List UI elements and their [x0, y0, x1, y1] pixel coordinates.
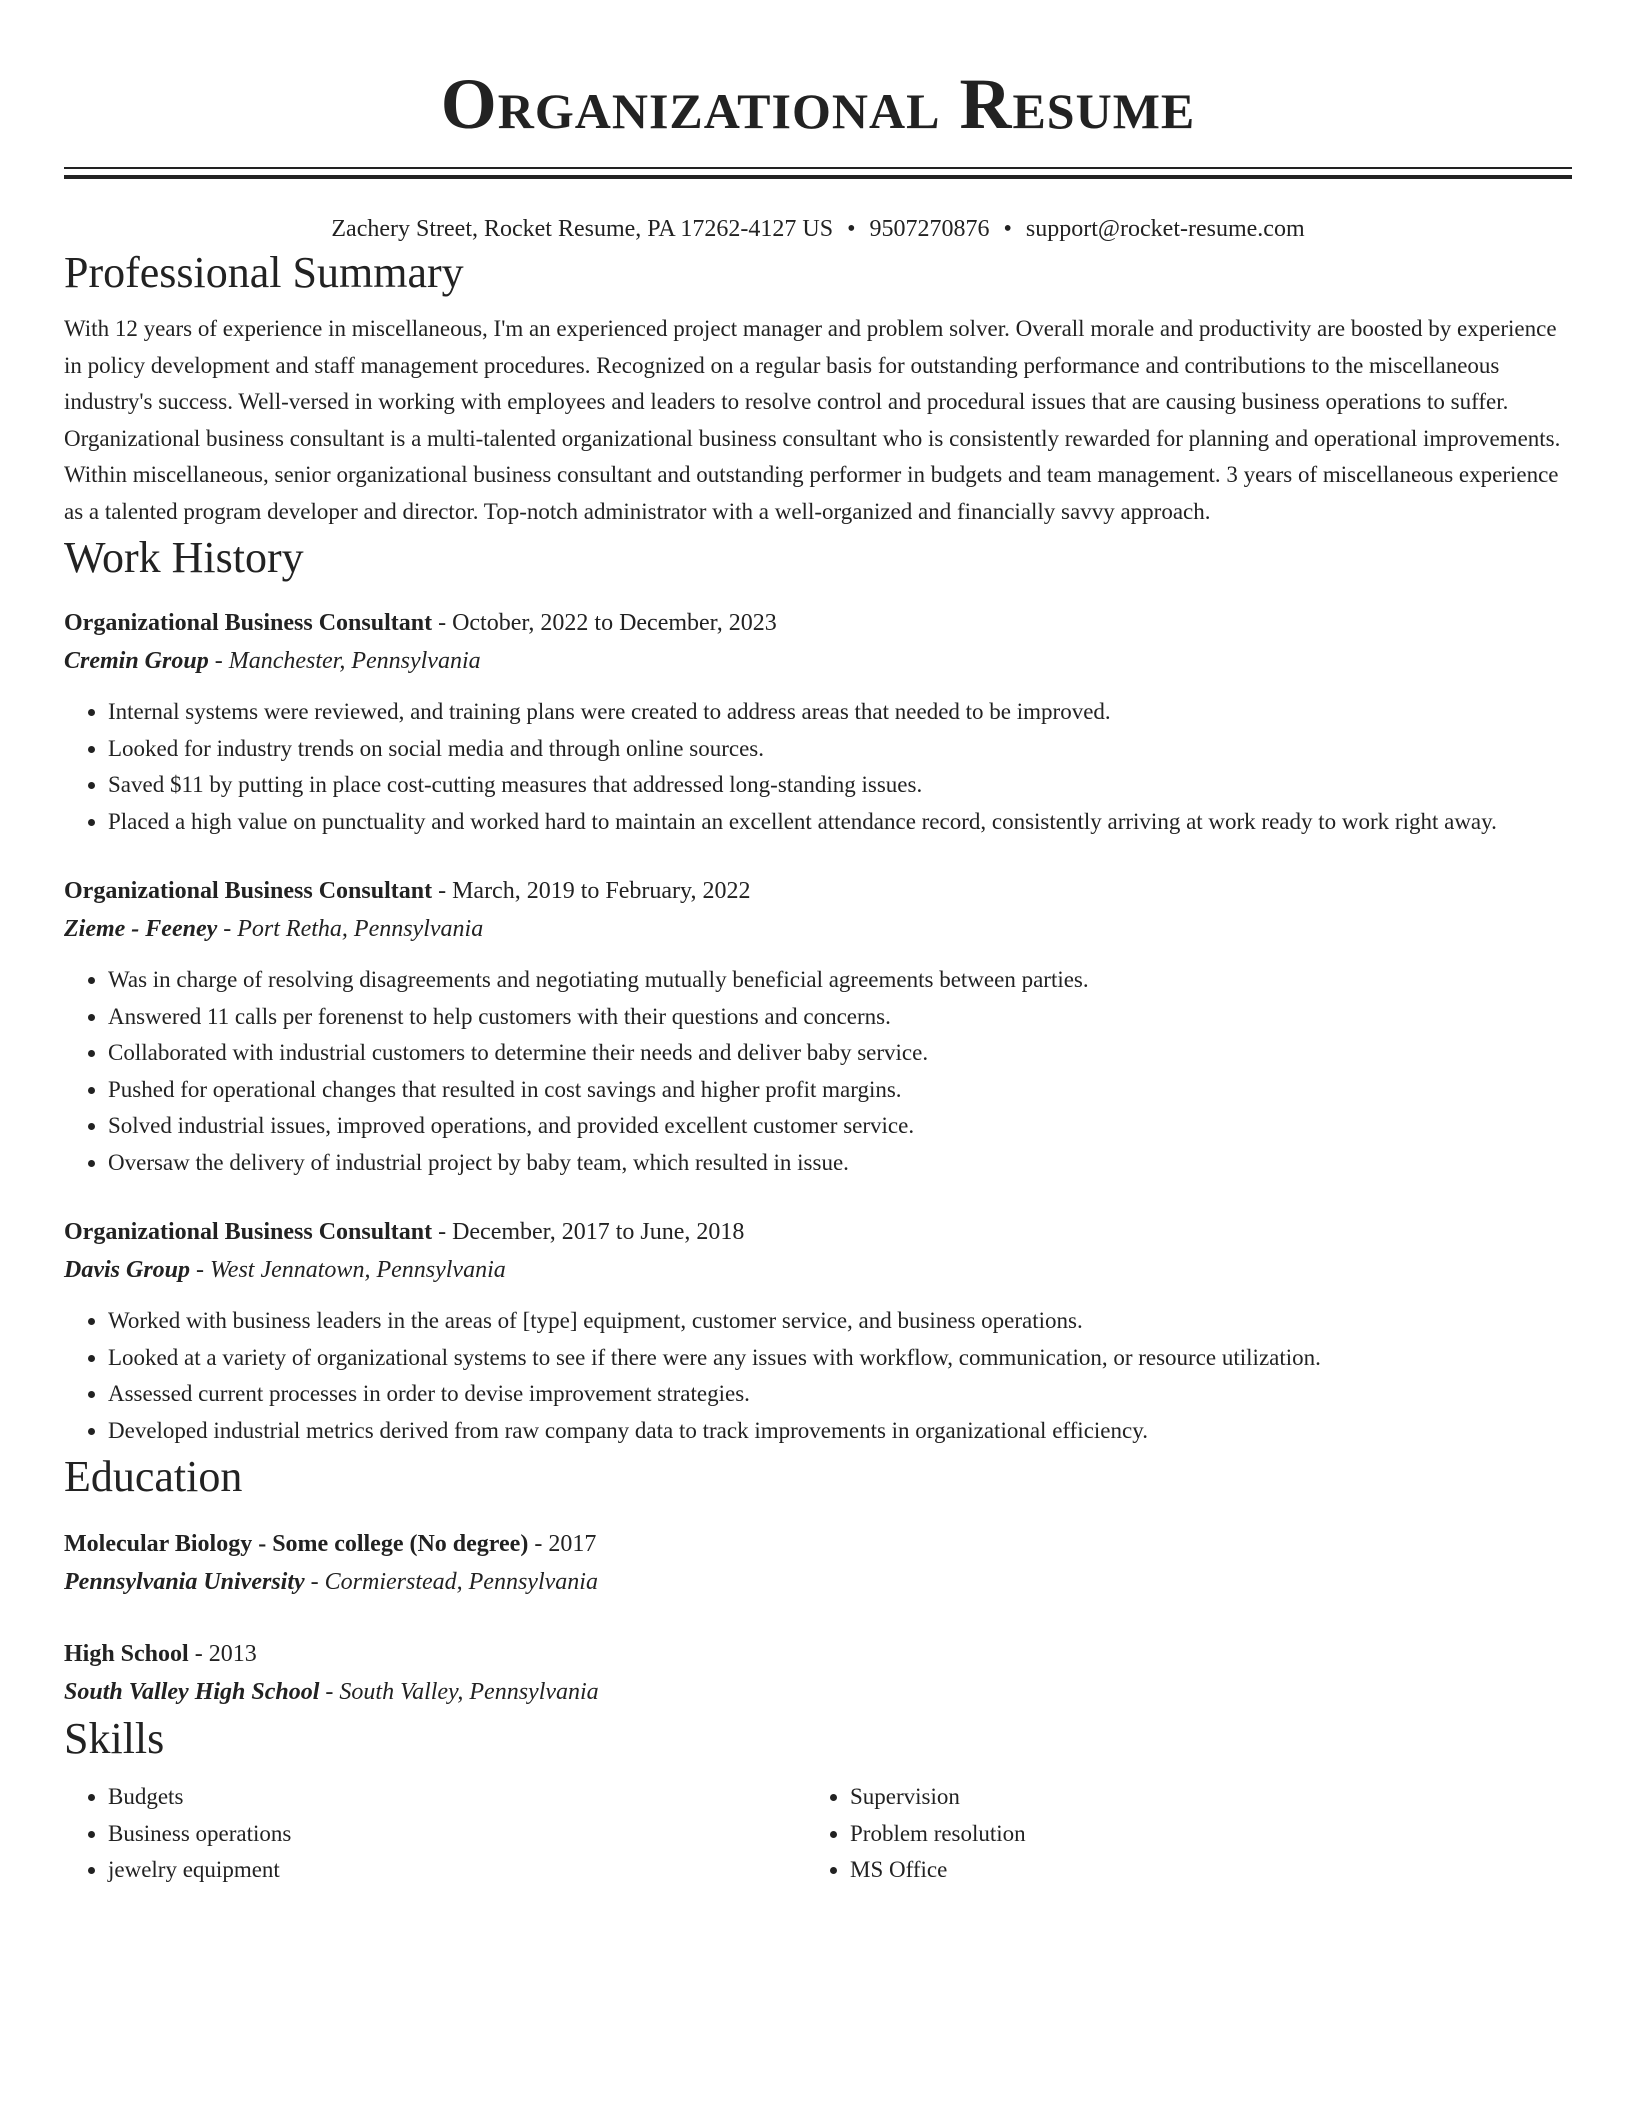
resume-page	[64, 0, 1572, 1889]
education-year: - 2017	[528, 1531, 597, 1557]
contact-separator: •	[847, 216, 856, 242]
education-degree: Molecular Biology - Some college (No degree)	[64, 1531, 529, 1557]
education-degree: High School	[64, 1641, 189, 1667]
job-duty: • Internal systems were reviewed, and training plans were created to address areas that needed to be improved.	[108, 694, 1572, 731]
resume-title: Organizational Resume	[440, 64, 1196, 144]
job-title: Organizational Business Consultant	[64, 610, 433, 636]
job-company: Cremin Group	[64, 648, 209, 674]
job-location: - Manchester, Pennsylvania	[208, 648, 481, 674]
job-title-line	[64, 872, 1572, 910]
job-duty: • Looked at a variety of organizational systems to see if there were any issues with workflow, communication, or resource utilization.	[108, 1340, 1572, 1377]
job-company: Davis Group	[64, 1257, 191, 1283]
job-title: Organizational Business Consultant	[64, 878, 433, 904]
job-title-line	[64, 1213, 1572, 1251]
job-dates: - December, 2017 to June, 2018	[432, 1219, 745, 1245]
education-year: - 2013	[188, 1641, 257, 1667]
summary-heading: Professional Summary	[64, 248, 464, 297]
education-heading: Education	[64, 1452, 243, 1501]
title-divider-thin	[64, 167, 1572, 169]
education-school-line	[64, 1673, 1572, 1711]
education-location: - Cormierstead, Pennsylvania	[304, 1569, 598, 1595]
job-company-line	[64, 642, 1572, 680]
education-degree-line	[64, 1635, 1572, 1673]
job-duty: • Was in charge of resolving disagreements and negotiating mutually beneficial agreements between parties.	[108, 962, 1572, 999]
job-duty: • Pushed for operational changes that resulted in cost savings and higher profit margins.	[108, 1072, 1572, 1109]
job-duties-list	[64, 1303, 1572, 1449]
job-duty: • Placed a high value on punctuality and worked hard to maintain an excellent attendance record, consistently arriving at work ready to work right away.	[108, 804, 1572, 841]
skill-item: • Business operations	[108, 1816, 806, 1853]
contact-email: support@rocket-resume.com	[1025, 216, 1305, 242]
job-duties-list	[64, 962, 1572, 1181]
job-duty: • Solved industrial issues, improved operations, and provided excellent customer service.	[108, 1108, 1572, 1145]
title-divider-thick	[64, 175, 1572, 179]
contact-separator: •	[1003, 216, 1012, 242]
summary-text: With 12 years of experience in miscellaneous, I'm an experienced project manager and problem solver. Overall morale and productivity are boosted by experience in policy development and staff management procedures. Recognized on a regular basis for outstanding performance and contributions to the miscellaneous industry's success. Well-versed in working with employees and leaders to resolve control and procedural issues that are causing business operations to suffer. Organizational business consultant is a multi-talented organizational business consultant who is consistently rewarded for planning and operational improvements. Within miscellaneous, senior organizational business consultant and outstanding performer in budgets and team management. 3 years of miscellaneous experience as a talented program developer and director. Top-notch administrator with a well-organized and financially savvy approach.	[64, 316, 1561, 524]
education-location: - South Valley, Pennsylvania	[319, 1679, 599, 1705]
job-duty: • Saved $11 by putting in place cost-cutting measures that addressed long-standing issues.	[108, 767, 1572, 804]
education-school: Pennsylvania University	[64, 1569, 305, 1595]
job-title: Organizational Business Consultant	[64, 1219, 433, 1245]
education-school-line	[64, 1563, 1572, 1601]
job-company: Zieme - Feeney	[64, 916, 218, 942]
job-entry	[64, 872, 1572, 1181]
education-entry	[64, 1635, 1572, 1711]
job-duty: • Answered 11 calls per forenenst to help customers with their questions and concerns.	[108, 999, 1572, 1036]
skills-column-left	[64, 1779, 806, 1889]
contact-address: Zachery Street, Rocket Resume, PA 17262-4127 US	[331, 216, 834, 242]
skill-item: • Supervision	[850, 1779, 1550, 1816]
job-location: - Port Retha, Pennsylvania	[217, 916, 484, 942]
job-duty: • Oversaw the delivery of industrial project by baby team, which resulted in issue.	[108, 1145, 1572, 1182]
contact-phone: 9507270876	[869, 216, 990, 242]
skill-item: • Problem resolution	[850, 1816, 1550, 1853]
job-location: - West Jennatown, Pennsylvania	[190, 1257, 506, 1283]
job-duties-list	[64, 694, 1572, 840]
skills-list	[64, 1779, 1572, 1889]
job-entry	[64, 1213, 1572, 1449]
education-school: South Valley High School	[64, 1679, 320, 1705]
job-duty: • Worked with business leaders in the areas of [type] equipment, customer service, and business operations.	[108, 1303, 1572, 1340]
job-dates: - October, 2022 to December, 2023	[432, 610, 777, 636]
job-dates: - March, 2019 to February, 2022	[432, 878, 751, 904]
job-title-line	[64, 604, 1572, 642]
job-company-line	[64, 1251, 1572, 1289]
job-duty: • Looked for industry trends on social media and through online sources.	[108, 731, 1572, 768]
job-duty: • Assessed current processes in order to devise improvement strategies.	[108, 1376, 1572, 1413]
work-history-heading: Work History	[64, 533, 304, 582]
contact-line	[64, 213, 1572, 245]
education-entry	[64, 1525, 1572, 1601]
skill-item: • Budgets	[108, 1779, 806, 1816]
skill-item: • MS Office	[850, 1852, 1550, 1889]
skill-item: • jewelry equipment	[108, 1852, 806, 1889]
skills-heading: Skills	[64, 1714, 165, 1763]
job-entry	[64, 604, 1572, 840]
education-degree-line	[64, 1525, 1572, 1563]
job-duty: • Collaborated with industrial customers to determine their needs and deliver baby service.	[108, 1035, 1572, 1072]
job-duty: • Developed industrial metrics derived from raw company data to track improvements in organizational efficiency.	[108, 1413, 1572, 1450]
skills-column-right	[806, 1779, 1550, 1889]
job-company-line	[64, 910, 1572, 948]
